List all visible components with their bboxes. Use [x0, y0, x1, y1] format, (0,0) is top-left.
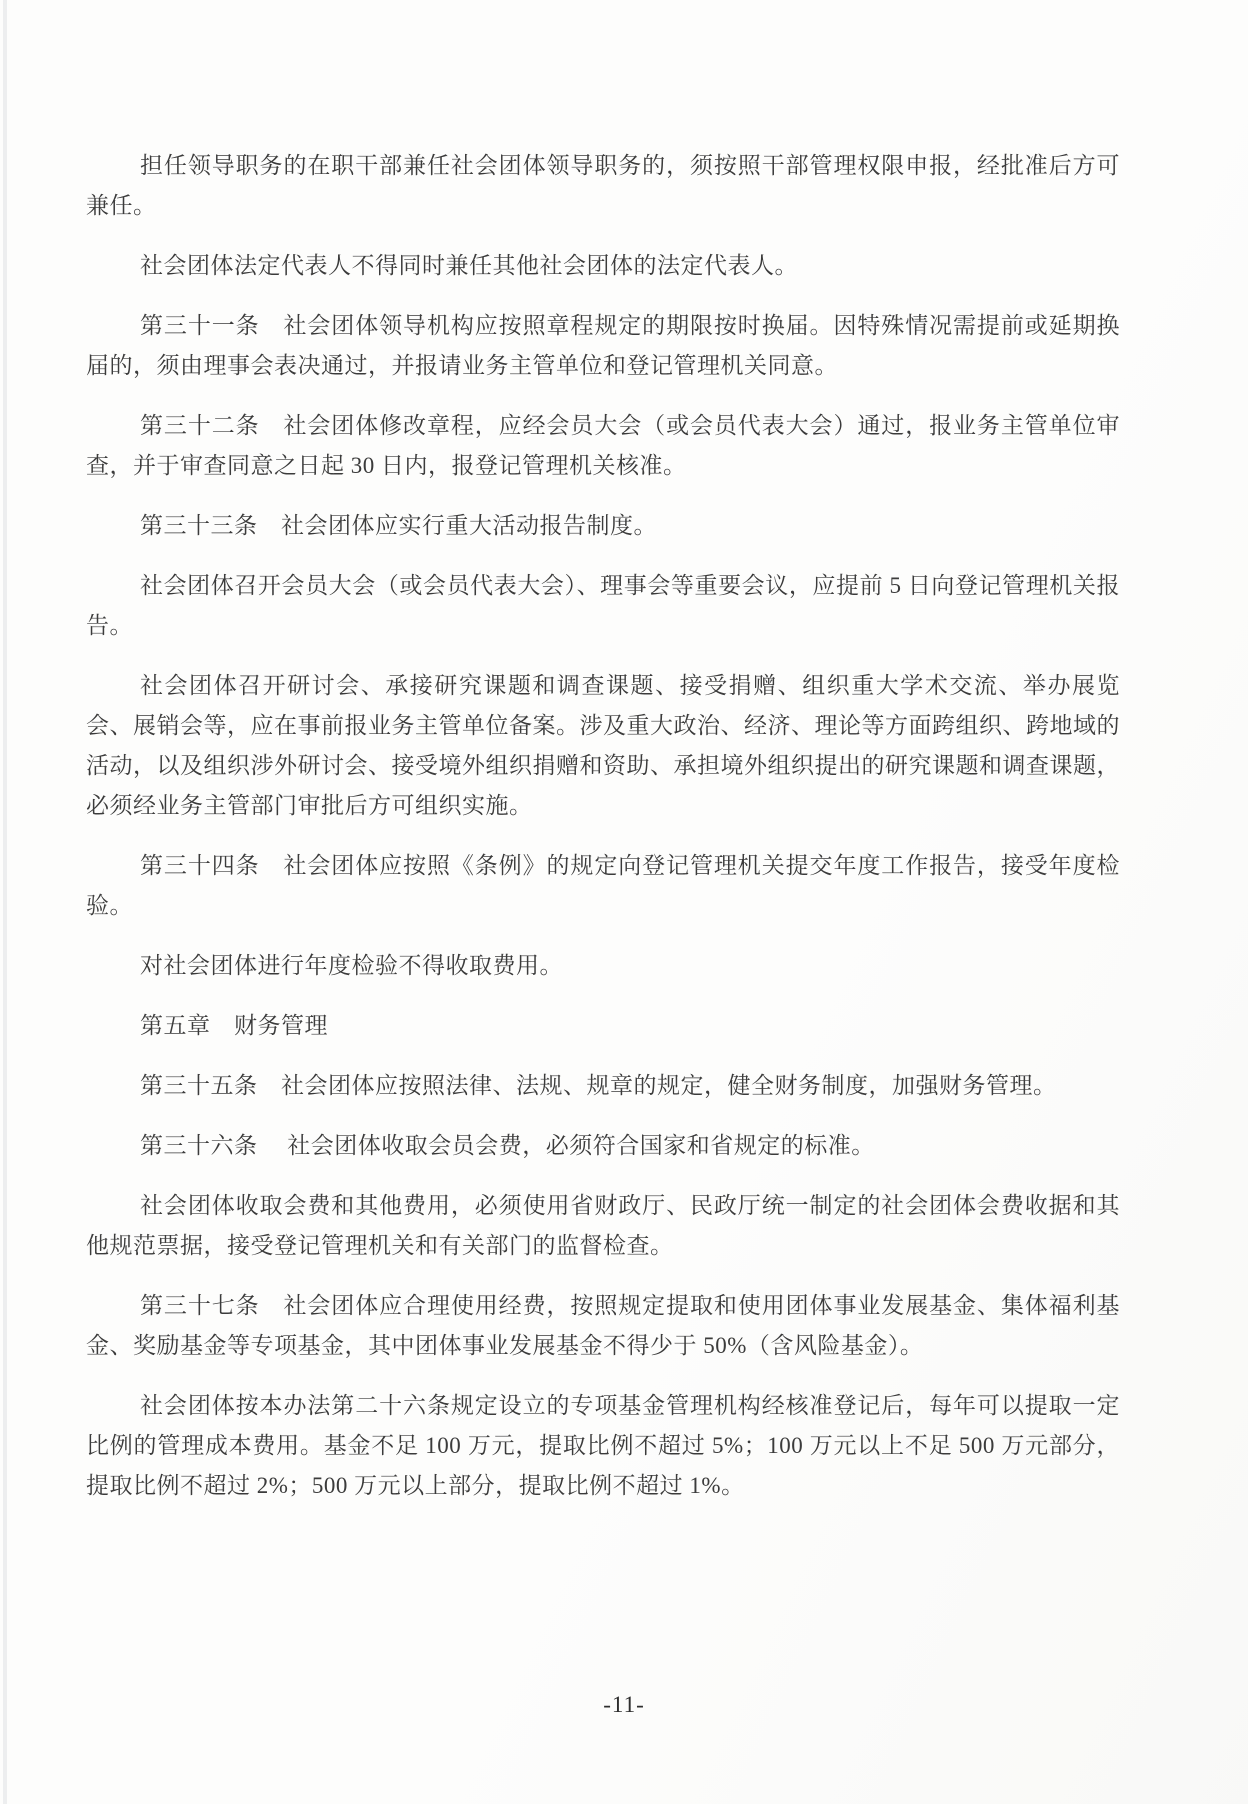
paragraph: 担任领导职务的在职干部兼任社会团体领导职务的，须按照干部管理权限申报，经批准后方可兼任。: [86, 153, 1120, 218]
paragraph: 第三十一条 社会团体领导机构应按照章程规定的期限按时换届。因特殊情况需提前或延期换届的，须由理事会表决通过，并报请业务主管单位和登记管理机关同意。: [86, 313, 1120, 378]
paragraph: 第三十七条 社会团体应合理使用经费，按照规定提取和使用团体事业发展基金、集体福利基金、奖励基金等专项基金，其中团体事业发展基金不得少于 50%（含风险基金）。: [86, 1293, 1120, 1358]
paragraph: 社会团体收取会费和其他费用，必须使用省财政厅、民政厅统一制定的社会团体会费收据和其他规范票据，接受登记管理机关和有关部门的监督检查。: [86, 1193, 1120, 1258]
paragraph-list: [86, 146, 1120, 1506]
paragraph: 第三十五条 社会团体应按照法律、法规、规章的规定，健全财务制度，加强财务管理。: [140, 1073, 1057, 1098]
paragraph: 社会团体按本办法第二十六条规定设立的专项基金管理机构经核准登记后，每年可以提取一定比例的管理成本费用。基金不足 100 万元，提取比例不超过 5%；100 万元以上不足 500 万元部分，提取比例不超过 2%；500 万元以上部分，提取比例不超过 1%。: [86, 1393, 1120, 1498]
paragraph: 第三十三条 社会团体应实行重大活动报告制度。: [140, 513, 657, 538]
page-footer: [0, 1692, 1248, 1718]
paragraph: 第三十四条 社会团体应按照《条例》的规定向登记管理机关提交年度工作报告，接受年度检验。: [86, 853, 1120, 918]
paragraph: 第三十二条 社会团体修改章程，应经会员大会（或会员代表大会）通过，报业务主管单位审查，并于审查同意之日起 30 日内，报登记管理机关核准。: [86, 413, 1120, 478]
paragraph: 社会团体法定代表人不得同时兼任其他社会团体的法定代表人。: [140, 253, 798, 278]
paragraph: 社会团体召开会员大会（或会员代表大会）、理事会等重要会议，应提前 5 日向登记管理机关报告。: [86, 573, 1120, 638]
paragraph: 第五章 财务管理: [140, 1013, 328, 1038]
document-body: [0, 146, 1248, 1526]
paragraph: 社会团体召开研讨会、承接研究课题和调查课题、接受捐赠、组织重大学术交流、举办展览会、展销会等，应在事前报业务主管单位备案。涉及重大政治、经济、理论等方面跨组织、跨地域的活动，以及组织涉外研讨会、接受境外组织捐赠和资助、承担境外组织提出的研究课题和调查课题，必须经业务主管部门审批后方可组织实施。: [86, 673, 1120, 818]
page-number: -11-: [603, 1692, 645, 1717]
paragraph: 第三十六条 社会团体收取会员会费，必须符合国家和省规定的标准。: [140, 1133, 875, 1158]
paragraph: 对社会团体进行年度检验不得收取费用。: [140, 953, 563, 978]
